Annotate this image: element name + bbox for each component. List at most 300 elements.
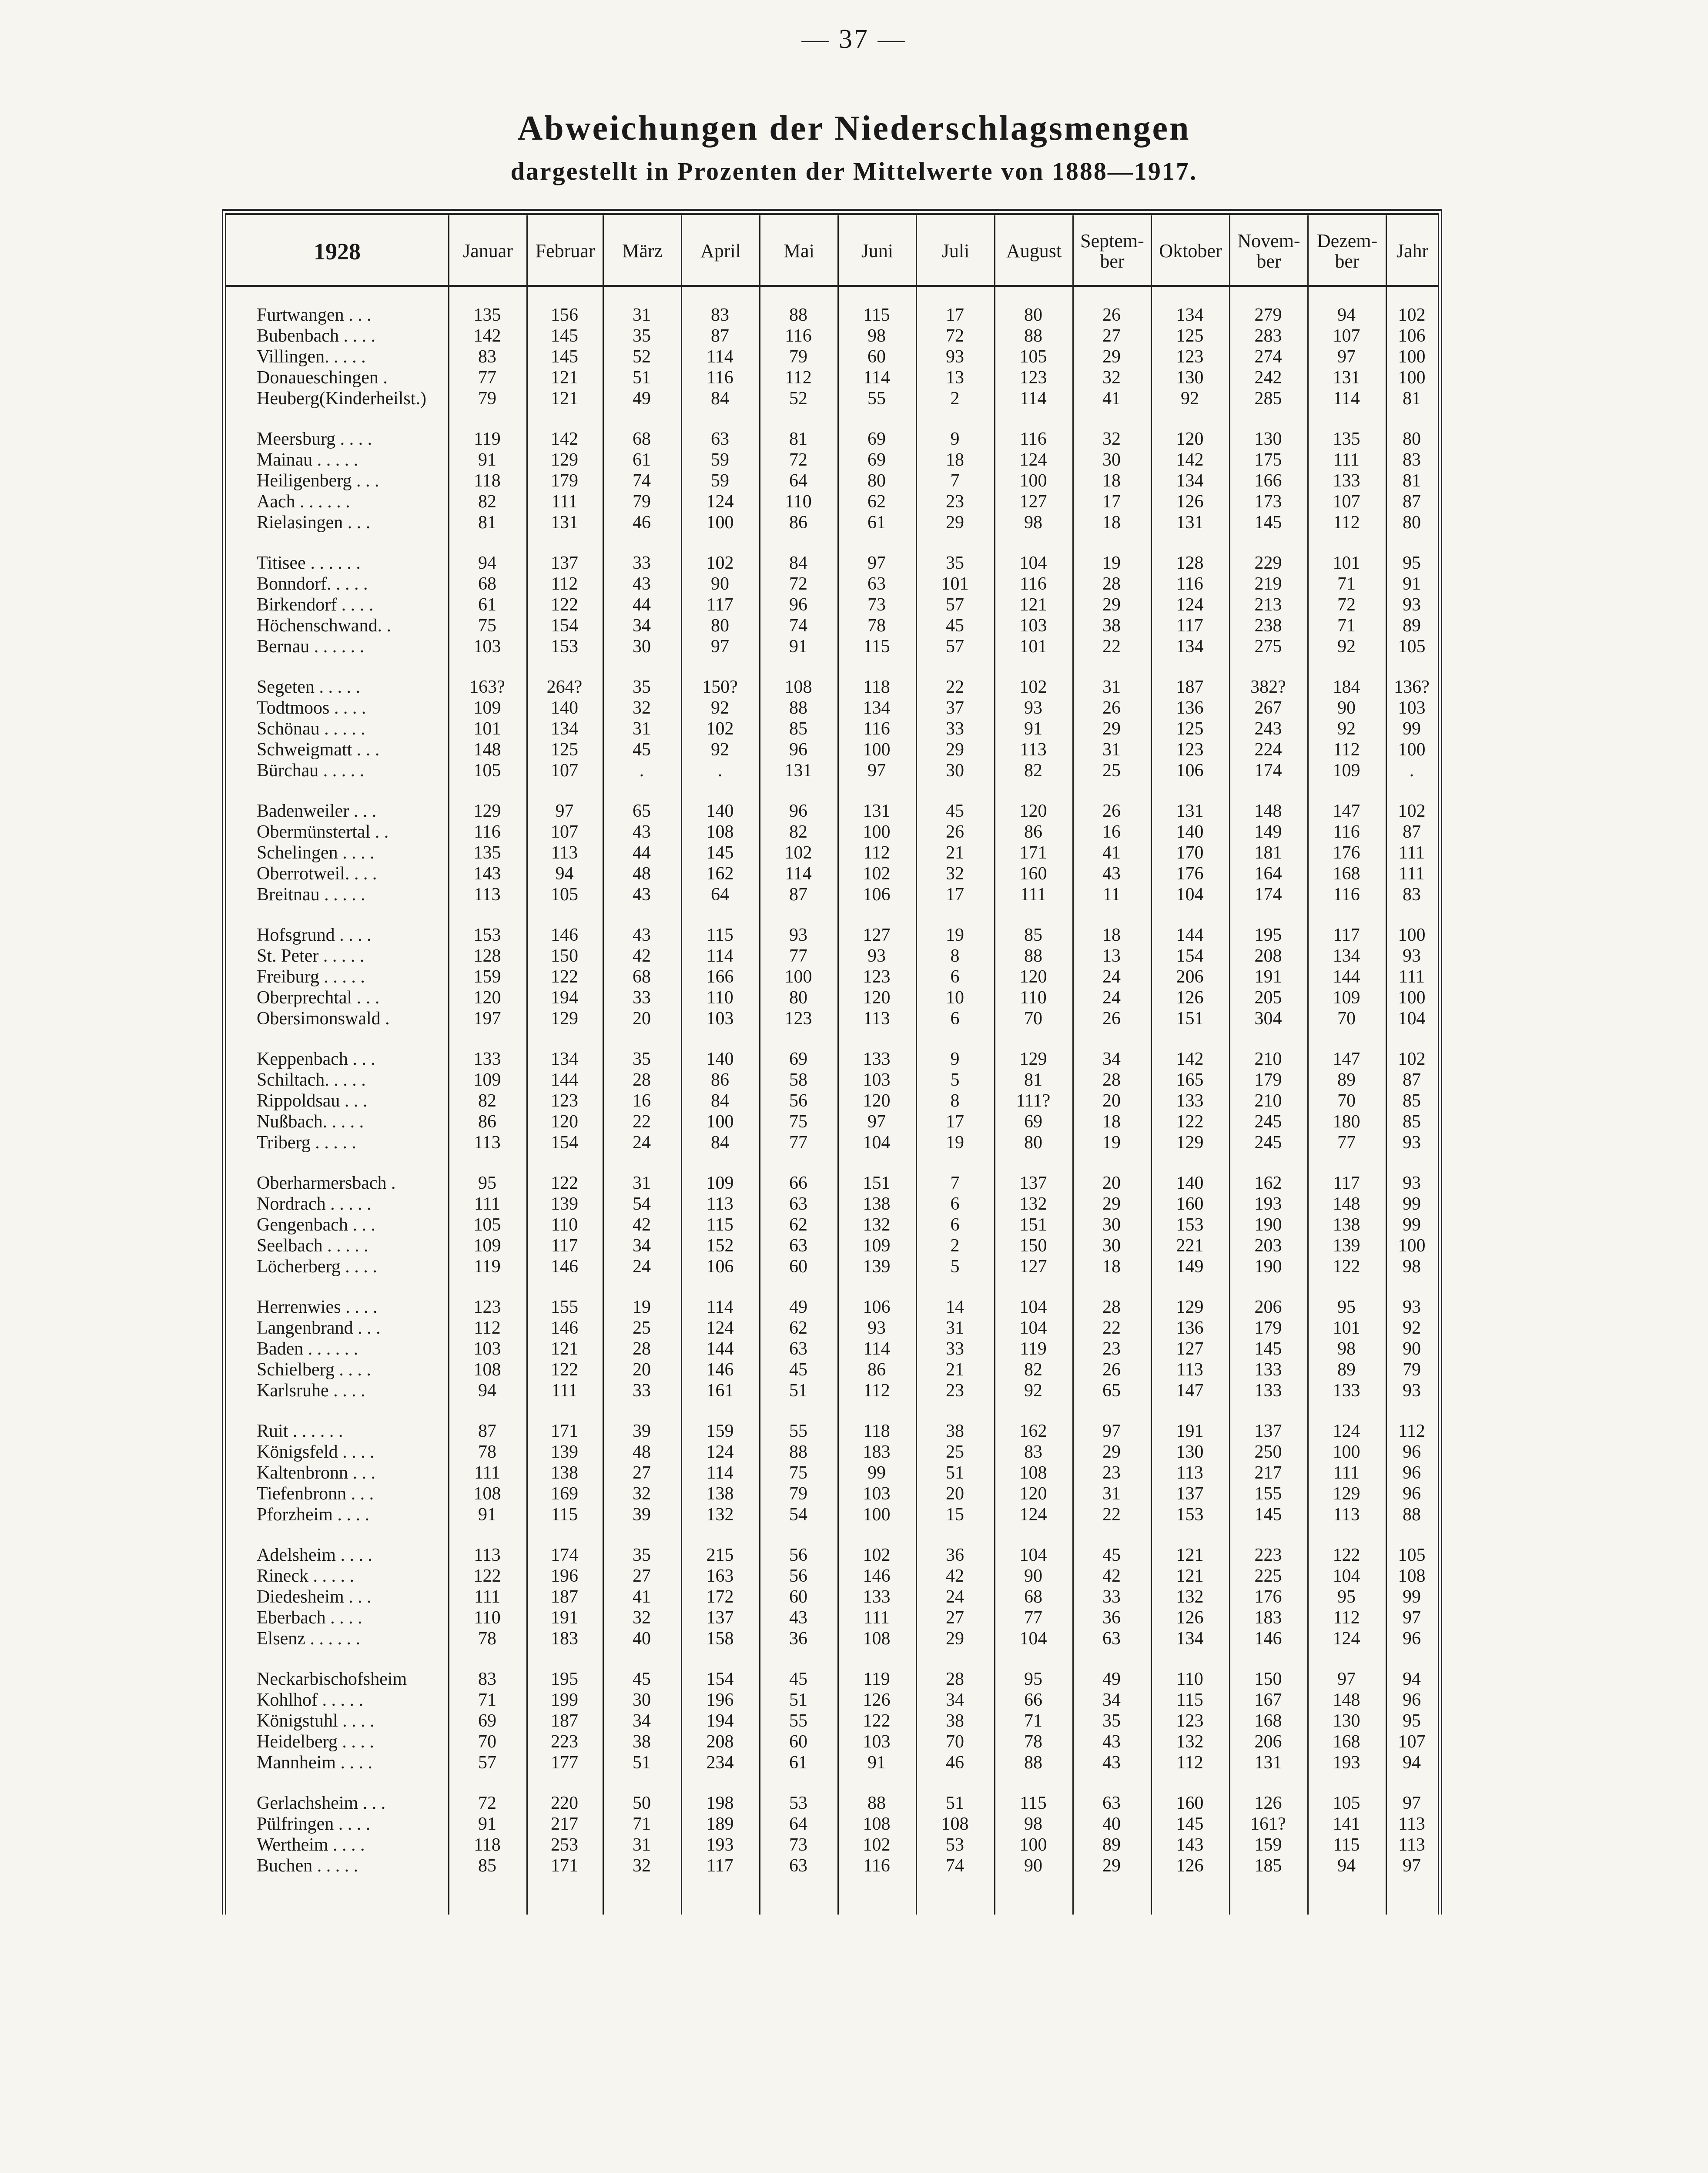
table-cell: 146 xyxy=(1254,1629,1282,1649)
table-cell: 131 xyxy=(1333,368,1360,388)
table-cell: 30 xyxy=(946,761,964,781)
table-cell: 132 xyxy=(1019,1194,1047,1214)
table-row xyxy=(0,573,1708,594)
table-cell: 105 xyxy=(551,885,578,905)
station-name: Keppenbach . . . xyxy=(257,1049,375,1069)
table-cell: 29 xyxy=(1102,1856,1121,1876)
table-cell: 191 xyxy=(551,1608,578,1628)
table-row xyxy=(0,553,1708,573)
table-cell: 42 xyxy=(946,1566,964,1586)
table-cell: 20 xyxy=(1102,1091,1121,1111)
table-cell: 150? xyxy=(702,677,738,697)
table-row xyxy=(0,1545,1708,1566)
table-cell: 90 xyxy=(1024,1856,1042,1876)
table-cell: 126 xyxy=(1176,1608,1204,1628)
table-cell: 97 xyxy=(1337,1669,1356,1689)
table-cell: 145 xyxy=(551,326,578,346)
table-cell: 133 xyxy=(863,1587,891,1607)
table-cell: 100 xyxy=(784,967,812,987)
table-cell: 107 xyxy=(551,761,578,781)
table-cell: 123 xyxy=(1176,347,1204,367)
table-cell: 175 xyxy=(1254,450,1282,470)
table-cell: 49 xyxy=(789,1297,807,1317)
table-cell: 51 xyxy=(789,1381,807,1401)
table-cell: 45 xyxy=(633,1669,651,1689)
table-cell: 105 xyxy=(473,761,501,781)
table-cell: 243 xyxy=(1254,719,1282,739)
table-cell: 138 xyxy=(1333,1215,1360,1235)
table-cell: 18 xyxy=(1102,925,1121,945)
table-cell: 94 xyxy=(555,864,574,884)
station-name: Obermünstertal . . xyxy=(257,822,389,842)
station-name: Obersimonswald . xyxy=(257,1009,390,1029)
table-row xyxy=(0,615,1708,636)
station-name: Gengenbach . . . xyxy=(257,1215,375,1235)
table-row xyxy=(0,739,1708,760)
table-year: 1928 xyxy=(314,238,361,265)
table-cell: 95 xyxy=(1403,553,1421,573)
station-name: Bernau . . . . . . xyxy=(257,637,365,657)
table-cell: 111 xyxy=(474,1194,500,1214)
table-cell: 123 xyxy=(863,967,891,987)
table-cell: 31 xyxy=(633,1835,651,1855)
page-number: — 37 — xyxy=(801,24,907,54)
table-cell: 97 xyxy=(1337,347,1356,367)
table-cell: 102 xyxy=(784,843,812,863)
table-cell: 150 xyxy=(1019,1236,1047,1256)
table-cell: 106 xyxy=(863,1297,891,1317)
table-cell: 96 xyxy=(1403,1690,1421,1710)
station-name: Rielasingen . . . xyxy=(257,513,371,533)
table-cell: 180 xyxy=(1333,1112,1360,1132)
station-name: Buchen . . . . . xyxy=(257,1856,358,1876)
table-cell: 138 xyxy=(706,1484,734,1504)
column-header: Dezem- ber xyxy=(1316,230,1378,272)
table-cell: 129 xyxy=(1333,1484,1360,1504)
table-cell: 77 xyxy=(478,368,496,388)
table-cell: 2 xyxy=(950,1236,960,1256)
table-cell: 179 xyxy=(551,471,578,491)
column-divider xyxy=(916,215,917,1915)
table-cell: 113 xyxy=(474,885,501,905)
table-cell: 61 xyxy=(478,595,496,615)
table-cell: 118 xyxy=(863,1421,890,1441)
table-cell: 102 xyxy=(1398,305,1426,325)
table-cell: 24 xyxy=(1102,967,1121,987)
table-cell: . xyxy=(639,761,644,781)
table-cell: 136 xyxy=(1176,1318,1204,1338)
table-cell: 66 xyxy=(1024,1690,1042,1710)
table-cell: 20 xyxy=(633,1360,651,1380)
table-cell: 96 xyxy=(789,595,807,615)
station-name: Oberharmersbach . xyxy=(257,1173,396,1193)
table-cell: 104 xyxy=(1019,1545,1047,1565)
table-cell: 21 xyxy=(946,843,964,863)
table-cell: 43 xyxy=(1102,864,1121,884)
table-cell: 206 xyxy=(1254,1297,1282,1317)
table-cell: 114 xyxy=(1333,389,1360,409)
table-cell: 164 xyxy=(1254,864,1282,884)
table-cell: 136? xyxy=(1394,677,1430,697)
table-cell: 167 xyxy=(1254,1690,1282,1710)
table-cell: 220 xyxy=(551,1793,578,1813)
column-header: Juni xyxy=(861,240,894,262)
station-name: Birkendorf . . . . xyxy=(257,595,374,615)
table-cell: 97 xyxy=(711,637,729,657)
station-name: Breitnau . . . . . xyxy=(257,885,365,905)
table-cell: 99 xyxy=(1403,719,1421,739)
table-row xyxy=(0,1586,1708,1607)
table-cell: 253 xyxy=(551,1835,578,1855)
table-cell: 85 xyxy=(478,1856,496,1876)
table-cell: 87 xyxy=(711,326,729,346)
table-cell: 91 xyxy=(789,637,807,657)
table-row xyxy=(0,1834,1708,1855)
table-cell: 110 xyxy=(474,1608,501,1628)
table-cell: 111 xyxy=(474,1463,500,1483)
table-cell: 77 xyxy=(1024,1608,1042,1628)
table-cell: 144 xyxy=(1333,967,1360,987)
table-cell: 168 xyxy=(1333,864,1360,884)
table-cell: 56 xyxy=(789,1091,807,1111)
table-cell: 45 xyxy=(789,1360,807,1380)
table-cell: 96 xyxy=(789,740,807,760)
table-cell: 117 xyxy=(551,1236,578,1256)
table-cell: 155 xyxy=(551,1297,578,1317)
table-cell: 20 xyxy=(633,1009,651,1029)
table-cell: 117 xyxy=(1176,616,1203,636)
table-cell: 104 xyxy=(1019,1629,1047,1649)
table-cell: 71 xyxy=(1337,616,1356,636)
table-cell: 90 xyxy=(1403,1339,1421,1359)
table-cell: 111 xyxy=(1399,967,1425,987)
column-divider xyxy=(603,215,604,1915)
table-cell: 81 xyxy=(1403,389,1421,409)
table-cell: 123 xyxy=(1176,1711,1204,1731)
column-divider xyxy=(448,215,449,1915)
table-cell: 113 xyxy=(474,1133,501,1153)
table-row xyxy=(0,946,1708,966)
table-cell: 102 xyxy=(863,864,891,884)
table-cell: 62 xyxy=(867,492,886,512)
table-cell: 234 xyxy=(706,1753,734,1773)
table-cell: 66 xyxy=(789,1173,807,1193)
table-cell: 34 xyxy=(1102,1690,1121,1710)
table-row xyxy=(0,388,1708,409)
table-cell: 34 xyxy=(946,1690,964,1710)
table-cell: 23 xyxy=(946,1381,964,1401)
table-cell: 85 xyxy=(1403,1091,1421,1111)
table-cell: 19 xyxy=(946,1133,964,1153)
table-cell: 70 xyxy=(1024,1009,1042,1029)
table-cell: 122 xyxy=(551,1173,578,1193)
table-cell: 146 xyxy=(863,1566,891,1586)
table-cell: 154 xyxy=(1176,946,1204,966)
table-cell: 140 xyxy=(551,698,578,718)
table-cell: 30 xyxy=(633,637,651,657)
table-cell: 171 xyxy=(1019,843,1047,863)
table-cell: 114 xyxy=(863,1339,890,1359)
table-cell: 100 xyxy=(1333,1442,1360,1462)
table-cell: 105 xyxy=(473,1215,501,1235)
table-cell: 93 xyxy=(1024,698,1042,718)
table-cell: 121 xyxy=(1176,1566,1204,1586)
station-name: Aach . . . . . . xyxy=(257,492,350,512)
table-cell: 137 xyxy=(706,1608,734,1628)
table-cell: 179 xyxy=(1254,1318,1282,1338)
table-cell: 107 xyxy=(1398,1732,1426,1752)
table-row xyxy=(0,1318,1708,1338)
table-cell: 100 xyxy=(706,513,734,533)
table-cell: 112 xyxy=(1333,740,1360,760)
table-cell: 183 xyxy=(1254,1608,1282,1628)
table-cell: 77 xyxy=(789,946,807,966)
table-cell: 274 xyxy=(1254,347,1282,367)
table-cell: 80 xyxy=(1024,305,1042,325)
table-cell: 68 xyxy=(633,429,651,449)
table-cell: 88 xyxy=(1024,326,1042,346)
table-cell: 39 xyxy=(633,1421,651,1441)
table-row xyxy=(0,1504,1708,1525)
table-cell: 29 xyxy=(946,740,964,760)
table-cell: 26 xyxy=(1102,305,1121,325)
table-cell: 121 xyxy=(551,1339,578,1359)
table-cell: 140 xyxy=(706,1049,734,1069)
table-cell: 35 xyxy=(946,553,964,573)
table-cell: 131 xyxy=(1176,513,1204,533)
table-cell: 51 xyxy=(633,368,651,388)
table-cell: 86 xyxy=(867,1360,886,1380)
table-cell: 63 xyxy=(789,1339,807,1359)
table-cell: 40 xyxy=(1102,1814,1121,1834)
table-cell: 110 xyxy=(1020,988,1047,1008)
table-cell: 112 xyxy=(863,843,890,863)
table-cell: 124 xyxy=(1176,595,1204,615)
table-cell: 133 xyxy=(1176,1091,1204,1111)
table-cell: 112 xyxy=(474,1318,501,1338)
table-cell: 148 xyxy=(1333,1690,1360,1710)
table-row xyxy=(0,1607,1708,1628)
table-cell: 108 xyxy=(863,1814,891,1834)
table-cell: 21 xyxy=(946,1360,964,1380)
table-cell: 71 xyxy=(1337,574,1356,594)
table-cell: 283 xyxy=(1254,326,1282,346)
table-cell: 176 xyxy=(1333,843,1360,863)
table-cell: 87 xyxy=(1403,1070,1421,1090)
table-cell: 130 xyxy=(1254,429,1282,449)
table-cell: 114 xyxy=(863,368,890,388)
table-cell: 94 xyxy=(1403,1669,1421,1689)
table-cell: 79 xyxy=(478,389,496,409)
table-cell: 131 xyxy=(1254,1753,1282,1773)
table-cell: 109 xyxy=(1333,761,1360,781)
table-cell: 115 xyxy=(863,637,890,657)
table-cell: 121 xyxy=(1019,595,1047,615)
table-cell: 32 xyxy=(633,1856,651,1876)
table-cell: 133 xyxy=(1333,1381,1360,1401)
table-cell: 46 xyxy=(946,1753,964,1773)
table-cell: 71 xyxy=(478,1690,496,1710)
table-cell: 103 xyxy=(1019,616,1047,636)
table-cell: 7 xyxy=(950,471,960,491)
station-name: Donaueschingen . xyxy=(257,368,388,388)
table-cell: 53 xyxy=(946,1835,964,1855)
table-cell: 210 xyxy=(1254,1091,1282,1111)
table-cell: 88 xyxy=(1024,946,1042,966)
table-cell: 144 xyxy=(706,1339,734,1359)
column-divider xyxy=(1072,215,1074,1915)
column-divider xyxy=(837,215,839,1915)
table-cell: 210 xyxy=(1254,1049,1282,1069)
table-row xyxy=(0,1070,1708,1090)
column-divider xyxy=(994,215,995,1915)
table-row xyxy=(0,863,1708,884)
table-cell: 93 xyxy=(1403,1297,1421,1317)
table-cell: 116 xyxy=(1176,574,1203,594)
table-cell: 100 xyxy=(1398,368,1426,388)
table-cell: 85 xyxy=(1024,925,1042,945)
table-cell: 24 xyxy=(633,1133,651,1153)
table-cell: 9 xyxy=(950,1049,960,1069)
table-cell: 150 xyxy=(551,946,578,966)
table-cell: 32 xyxy=(1102,429,1121,449)
station-name: Schelingen . . . . xyxy=(257,843,375,863)
table-cell: 57 xyxy=(946,595,964,615)
table-cell: 133 xyxy=(473,1049,501,1069)
table-cell: 41 xyxy=(1102,389,1121,409)
table-cell: 74 xyxy=(789,616,807,636)
table-cell: 151 xyxy=(1176,1009,1204,1029)
table-cell: 121 xyxy=(551,368,578,388)
table-cell: 206 xyxy=(1176,967,1204,987)
table-cell: 28 xyxy=(633,1339,651,1359)
table-row xyxy=(0,698,1708,718)
table-cell: 112 xyxy=(785,368,812,388)
table-cell: 129 xyxy=(551,1009,578,1029)
table-cell: 92 xyxy=(711,698,729,718)
table-cell: 122 xyxy=(1333,1545,1360,1565)
table-cell: 191 xyxy=(1176,1421,1204,1441)
table-cell: 26 xyxy=(1102,1360,1121,1380)
table-cell: 152 xyxy=(706,1236,734,1256)
table-cell: 91 xyxy=(1024,719,1042,739)
table-row xyxy=(0,801,1708,822)
table-cell: 6 xyxy=(950,967,960,987)
table-cell: 95 xyxy=(478,1173,496,1193)
table-cell: 176 xyxy=(1176,864,1204,884)
table-cell: 117 xyxy=(1333,925,1360,945)
table-row xyxy=(0,636,1708,657)
table-cell: 229 xyxy=(1254,553,1282,573)
table-cell: 48 xyxy=(633,1442,651,1462)
station-name: Villingen. . . . . xyxy=(257,347,366,367)
table-cell: 43 xyxy=(1102,1732,1121,1752)
table-cell: 2 xyxy=(950,389,960,409)
table-cell: 46 xyxy=(633,513,651,533)
table-cell: 160 xyxy=(1176,1793,1204,1813)
table-cell: 79 xyxy=(1403,1360,1421,1380)
table-cell: 72 xyxy=(789,450,807,470)
table-cell: 35 xyxy=(633,677,651,697)
table-cell: 52 xyxy=(789,389,807,409)
station-name: Diedesheim . . . xyxy=(257,1587,372,1607)
table-cell: 24 xyxy=(633,1257,651,1277)
table-cell: 138 xyxy=(551,1463,578,1483)
table-cell: 34 xyxy=(1102,1049,1121,1069)
table-cell: 134 xyxy=(551,1049,578,1069)
table-cell: 100 xyxy=(1398,925,1426,945)
table-cell: 141 xyxy=(1333,1814,1360,1834)
table-cell: 131 xyxy=(784,761,812,781)
column-header: Mai xyxy=(784,240,814,262)
station-name: Titisee . . . . . . xyxy=(257,553,361,573)
table-cell: 86 xyxy=(711,1070,729,1090)
table-cell: 26 xyxy=(946,822,964,842)
table-cell: 213 xyxy=(1254,595,1282,615)
table-cell: 145 xyxy=(1254,1339,1282,1359)
table-cell: 19 xyxy=(1102,1133,1121,1153)
table-cell: 94 xyxy=(478,1381,496,1401)
table-cell: 134 xyxy=(1176,305,1204,325)
table-cell: 89 xyxy=(1102,1835,1121,1855)
table-cell: 8 xyxy=(950,1091,960,1111)
table-row xyxy=(0,367,1708,388)
table-cell: 95 xyxy=(1403,1711,1421,1731)
table-cell: 153 xyxy=(473,925,501,945)
table-cell: 61 xyxy=(633,450,651,470)
table-cell: 140 xyxy=(1176,1173,1204,1193)
table-cell: 94 xyxy=(1337,305,1356,325)
table-cell: 68 xyxy=(633,967,651,987)
table-cell: 161 xyxy=(706,1381,734,1401)
table-cell: 135 xyxy=(1333,429,1360,449)
table-cell: 15 xyxy=(946,1505,964,1525)
table-cell: 31 xyxy=(1102,677,1121,697)
table-cell: 93 xyxy=(1403,1133,1421,1153)
table-cell: 92 xyxy=(1024,1381,1042,1401)
table-cell: 17 xyxy=(946,1112,964,1132)
table-cell: 129 xyxy=(1019,1049,1047,1069)
table-cell: 82 xyxy=(1024,761,1042,781)
table-cell: 122 xyxy=(551,967,578,987)
table-cell: 31 xyxy=(633,1173,651,1193)
table-cell: 154 xyxy=(706,1669,734,1689)
table-cell: 134 xyxy=(1176,1629,1204,1649)
station-name: Schielberg . . . . xyxy=(257,1360,371,1380)
table-cell: 65 xyxy=(1102,1381,1121,1401)
table-cell: 98 xyxy=(1024,1814,1042,1834)
table-cell: 125 xyxy=(551,740,578,760)
table-cell: 43 xyxy=(633,885,651,905)
table-cell: 108 xyxy=(473,1484,501,1504)
table-cell: 103 xyxy=(863,1732,891,1752)
table-row xyxy=(0,491,1708,512)
table-cell: 96 xyxy=(1403,1463,1421,1483)
table-cell: 242 xyxy=(1254,368,1282,388)
table-cell: 115 xyxy=(863,305,890,325)
table-cell: 70 xyxy=(478,1732,496,1752)
table-row xyxy=(0,1359,1708,1380)
table-cell: 130 xyxy=(1176,1442,1204,1462)
table-cell: 98 xyxy=(1403,1257,1421,1277)
table-cell: 133 xyxy=(1254,1381,1282,1401)
station-name: Seelbach . . . . . xyxy=(257,1236,368,1256)
table-cell: 6 xyxy=(950,1009,960,1029)
table-cell: 56 xyxy=(789,1545,807,1565)
table-cell: 120 xyxy=(473,988,501,1008)
table-cell: 125 xyxy=(1176,326,1204,346)
station-name: Rineck . . . . . xyxy=(257,1566,354,1586)
